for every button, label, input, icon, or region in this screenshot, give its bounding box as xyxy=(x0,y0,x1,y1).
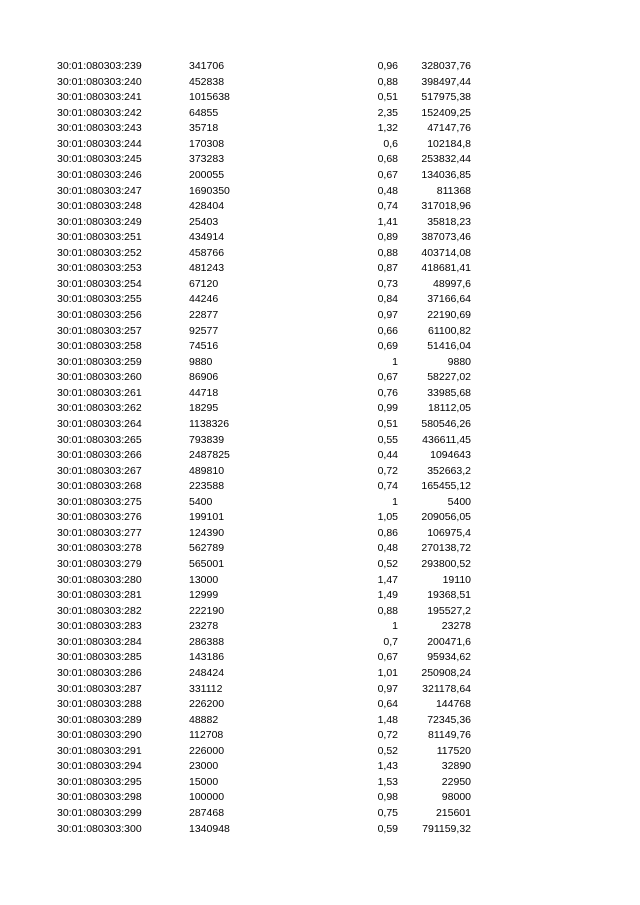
table-row xyxy=(0,199,640,215)
area-cell: 1340948 xyxy=(189,822,230,835)
coefficient-cell: 0,75 xyxy=(377,807,398,819)
cadastral-number-cell: 30:01:080303:300 xyxy=(57,822,142,835)
cadastral-number-cell: 30:01:080303:284 xyxy=(57,635,142,648)
table-row xyxy=(0,557,640,573)
coefficient-cell: 0,76 xyxy=(377,386,398,399)
area-cell: 223588 xyxy=(189,480,225,493)
area-cell: 67120 xyxy=(189,277,219,290)
value-cell: 32890 xyxy=(441,760,471,773)
value-cell: 195527,2 xyxy=(427,604,471,617)
value-cell: 19110 xyxy=(442,573,471,586)
value-cell: 321178,64 xyxy=(422,682,471,695)
value-cell: 270138,72 xyxy=(421,542,471,555)
table-row xyxy=(0,339,640,355)
cadastral-number-cell: 30:01:080303:256 xyxy=(57,309,142,321)
coefficient-cell: 0,44 xyxy=(377,449,398,462)
value-cell: 253832,44 xyxy=(421,153,471,166)
table-row xyxy=(0,635,640,651)
coefficient-cell: 0,86 xyxy=(377,526,398,539)
area-cell: 1138326 xyxy=(189,417,230,430)
value-cell: 106975,4 xyxy=(427,526,471,539)
cadastral-number-cell: 30:01:080303:242 xyxy=(57,106,142,119)
value-cell: 47147,76 xyxy=(427,122,471,135)
value-cell: 134036,85 xyxy=(421,168,471,181)
value-cell: 250908,24 xyxy=(421,666,471,679)
area-cell: 458766 xyxy=(189,246,225,259)
table-row xyxy=(0,433,640,449)
cadastral-number-cell: 30:01:080303:262 xyxy=(57,402,142,415)
table-row xyxy=(0,90,640,106)
coefficient-cell: 0,74 xyxy=(377,200,398,213)
area-cell: 92577 xyxy=(189,324,219,337)
value-cell: 200471,6 xyxy=(427,635,471,648)
table-row xyxy=(0,121,640,137)
value-cell: 517975,38 xyxy=(421,91,471,104)
coefficient-cell: 1,05 xyxy=(377,511,398,524)
table-row xyxy=(0,215,640,231)
area-cell: 64855 xyxy=(189,106,219,119)
area-cell: 562789 xyxy=(189,542,225,555)
coefficient-cell: 1,48 xyxy=(377,713,398,726)
table-row xyxy=(0,168,640,184)
cadastral-number-cell: 30:01:080303:298 xyxy=(57,791,142,804)
cadastral-number-cell: 30:01:080303:287 xyxy=(57,682,142,695)
area-cell: 565001 xyxy=(189,558,225,570)
value-cell: 165455,12 xyxy=(421,480,471,493)
coefficient-cell: 1,32 xyxy=(377,122,398,135)
cadastral-number-cell: 30:01:080303:255 xyxy=(57,293,142,306)
coefficient-cell: 2,35 xyxy=(377,106,398,119)
area-cell: 13000 xyxy=(189,573,219,586)
table-row xyxy=(0,324,640,340)
coefficient-cell: 1 xyxy=(392,495,398,508)
table-row xyxy=(0,619,640,635)
cadastral-number-cell: 30:01:080303:289 xyxy=(57,713,142,726)
table-row xyxy=(0,137,640,153)
area-cell: 100000 xyxy=(189,791,225,804)
value-cell: 102184,8 xyxy=(427,137,471,150)
area-cell: 226200 xyxy=(189,698,225,711)
cadastral-number-cell: 30:01:080303:251 xyxy=(57,231,142,244)
value-cell: 22190,69 xyxy=(427,309,471,321)
cadastral-number-cell: 30:01:080303:277 xyxy=(57,526,142,539)
coefficient-cell: 0,99 xyxy=(377,402,398,415)
coefficient-cell: 0,96 xyxy=(377,60,398,72)
cadastral-number-cell: 30:01:080303:247 xyxy=(57,184,142,197)
value-cell: 209056,05 xyxy=(421,511,471,524)
table-row xyxy=(0,713,640,729)
coefficient-cell: 0,97 xyxy=(377,682,398,695)
coefficient-cell: 0,88 xyxy=(377,75,398,88)
cadastral-number-cell: 30:01:080303:249 xyxy=(57,215,142,228)
area-cell: 200055 xyxy=(189,168,225,181)
table-row xyxy=(0,184,640,200)
value-cell: 1094643 xyxy=(430,449,471,462)
coefficient-cell: 0,55 xyxy=(377,433,398,446)
cadastral-number-cell: 30:01:080303:286 xyxy=(57,666,142,679)
cadastral-number-cell: 30:01:080303:246 xyxy=(57,168,142,181)
table-row xyxy=(0,401,640,417)
cadastral-number-cell: 30:01:080303:257 xyxy=(57,324,142,337)
table-row xyxy=(0,759,640,775)
table-row xyxy=(0,822,640,838)
coefficient-cell: 1,47 xyxy=(377,573,398,586)
coefficient-cell: 1 xyxy=(392,355,398,368)
cadastral-number-cell: 30:01:080303:239 xyxy=(57,60,142,72)
coefficient-cell: 0,72 xyxy=(377,729,398,742)
value-cell: 791159,32 xyxy=(422,822,471,835)
value-cell: 387073,46 xyxy=(421,231,471,244)
table-row xyxy=(0,417,640,433)
cadastral-number-cell: 30:01:080303:291 xyxy=(57,744,142,757)
coefficient-cell: 1,49 xyxy=(377,589,398,602)
area-cell: 124390 xyxy=(189,526,225,539)
coefficient-cell: 0,48 xyxy=(377,542,398,555)
table-row xyxy=(0,806,640,822)
coefficient-cell: 0,48 xyxy=(377,184,398,197)
coefficient-cell: 0,73 xyxy=(377,277,398,290)
coefficient-cell: 0,51 xyxy=(377,91,398,104)
value-cell: 33985,68 xyxy=(427,386,471,399)
cadastral-number-cell: 30:01:080303:288 xyxy=(57,698,142,711)
area-cell: 373283 xyxy=(189,153,225,166)
cadastral-number-cell: 30:01:080303:268 xyxy=(57,480,142,493)
coefficient-cell: 0,88 xyxy=(377,604,398,617)
value-cell: 436611,45 xyxy=(422,433,471,446)
area-cell: 793839 xyxy=(189,433,225,446)
area-cell: 170308 xyxy=(189,137,225,150)
value-cell: 811368 xyxy=(436,184,471,197)
table-row xyxy=(0,277,640,293)
area-cell: 2487825 xyxy=(189,449,230,462)
cadastral-number-cell: 30:01:080303:248 xyxy=(57,200,142,213)
coefficient-cell: 1,53 xyxy=(377,775,398,788)
cadastral-number-cell: 30:01:080303:278 xyxy=(57,542,142,555)
cadastral-number-cell: 30:01:080303:252 xyxy=(57,246,142,259)
value-cell: 61100,82 xyxy=(427,324,471,337)
cadastral-number-cell: 30:01:080303:275 xyxy=(57,495,142,508)
table-row xyxy=(0,152,640,168)
table-row xyxy=(0,728,640,744)
table-row xyxy=(0,292,640,308)
table-row xyxy=(0,775,640,791)
table-row xyxy=(0,59,640,75)
area-cell: 428404 xyxy=(189,200,225,213)
cadastral-number-cell: 30:01:080303:285 xyxy=(57,651,142,664)
area-cell: 86906 xyxy=(189,371,219,384)
area-cell: 287468 xyxy=(189,807,225,819)
table-row xyxy=(0,464,640,480)
cadastral-number-cell: 30:01:080303:245 xyxy=(57,153,142,166)
table-row xyxy=(0,650,640,666)
area-cell: 1690350 xyxy=(189,184,230,197)
coefficient-cell: 0,66 xyxy=(377,324,398,337)
area-cell: 199101 xyxy=(189,511,225,524)
cadastral-number-cell: 30:01:080303:295 xyxy=(57,775,142,788)
table-row xyxy=(0,666,640,682)
coefficient-cell: 1,43 xyxy=(377,760,398,773)
area-cell: 226000 xyxy=(189,744,225,757)
area-cell: 341706 xyxy=(189,60,225,72)
table-row xyxy=(0,355,640,371)
table-row xyxy=(0,261,640,277)
area-cell: 74516 xyxy=(189,340,219,353)
cadastral-number-cell: 30:01:080303:276 xyxy=(57,511,142,524)
table-row xyxy=(0,308,640,324)
area-cell: 434914 xyxy=(189,231,225,244)
table-row xyxy=(0,526,640,542)
cadastral-number-cell: 30:01:080303:283 xyxy=(57,620,142,633)
table-row xyxy=(0,588,640,604)
cadastral-number-cell: 30:01:080303:259 xyxy=(57,355,142,368)
value-cell: 95934,62 xyxy=(427,651,471,664)
value-cell: 98000 xyxy=(441,791,471,804)
cadastral-number-cell: 30:01:080303:261 xyxy=(57,386,142,399)
value-cell: 317018,96 xyxy=(421,200,471,213)
value-cell: 580546,26 xyxy=(421,417,471,430)
coefficient-cell: 0,74 xyxy=(377,480,398,493)
value-cell: 403714,08 xyxy=(421,246,471,259)
area-cell: 112708 xyxy=(189,729,224,742)
cadastral-number-cell: 30:01:080303:266 xyxy=(57,449,142,462)
coefficient-cell: 0,89 xyxy=(377,231,398,244)
area-cell: 48882 xyxy=(189,713,219,726)
coefficient-cell: 0,6 xyxy=(383,137,398,150)
area-cell: 12999 xyxy=(189,589,219,602)
area-cell: 331112 xyxy=(189,682,223,695)
table-row xyxy=(0,790,640,806)
cadastral-number-cell: 30:01:080303:267 xyxy=(57,464,142,477)
coefficient-cell: 0,52 xyxy=(377,744,398,757)
table-row xyxy=(0,541,640,557)
value-cell: 81149,76 xyxy=(427,729,471,742)
area-cell: 222190 xyxy=(189,604,225,617)
table-row xyxy=(0,510,640,526)
table-row xyxy=(0,106,640,122)
coefficient-cell: 0,87 xyxy=(377,262,398,275)
cadastral-number-cell: 30:01:080303:299 xyxy=(57,807,142,819)
cadastral-number-cell: 30:01:080303:260 xyxy=(57,371,142,384)
cadastral-number-cell: 30:01:080303:240 xyxy=(57,75,142,88)
area-cell: 1015638 xyxy=(189,91,230,104)
area-cell: 18295 xyxy=(189,402,219,415)
area-cell: 9880 xyxy=(189,355,213,368)
area-cell: 23278 xyxy=(189,620,219,633)
value-cell: 293800,52 xyxy=(421,558,471,570)
value-cell: 51416,04 xyxy=(427,340,471,353)
coefficient-cell: 1,41 xyxy=(377,215,398,228)
coefficient-cell: 0,72 xyxy=(377,464,398,477)
coefficient-cell: 0,98 xyxy=(377,791,398,804)
table-row xyxy=(0,75,640,91)
cadastral-number-cell: 30:01:080303:258 xyxy=(57,340,142,353)
cadastral-number-cell: 30:01:080303:241 xyxy=(57,91,142,104)
value-cell: 23278 xyxy=(441,620,471,633)
spreadsheet-table xyxy=(0,59,640,837)
coefficient-cell: 0,69 xyxy=(377,340,398,353)
coefficient-cell: 1,01 xyxy=(377,666,398,679)
table-row xyxy=(0,230,640,246)
table-row xyxy=(0,479,640,495)
value-cell: 48997,6 xyxy=(433,277,471,290)
value-cell: 22950 xyxy=(441,775,471,788)
coefficient-cell: 0,51 xyxy=(377,417,398,430)
coefficient-cell: 1 xyxy=(392,620,398,633)
area-cell: 23000 xyxy=(189,760,219,773)
table-row xyxy=(0,370,640,386)
table-row xyxy=(0,604,640,620)
cadastral-number-cell: 30:01:080303:290 xyxy=(57,729,142,742)
area-cell: 25403 xyxy=(189,215,219,228)
coefficient-cell: 0,67 xyxy=(377,371,398,384)
coefficient-cell: 0,7 xyxy=(383,635,398,648)
cadastral-number-cell: 30:01:080303:282 xyxy=(57,604,142,617)
value-cell: 328037,76 xyxy=(421,60,471,72)
area-cell: 489810 xyxy=(189,464,225,477)
cadastral-number-cell: 30:01:080303:294 xyxy=(57,760,142,773)
area-cell: 5400 xyxy=(189,495,213,508)
area-cell: 22877 xyxy=(189,309,219,321)
area-cell: 481243 xyxy=(189,262,225,275)
value-cell: 58227,02 xyxy=(427,371,471,384)
value-cell: 215601 xyxy=(435,807,471,819)
cadastral-number-cell: 30:01:080303:253 xyxy=(57,262,142,275)
value-cell: 352663,2 xyxy=(427,464,471,477)
coefficient-cell: 0,68 xyxy=(377,153,398,166)
cadastral-number-cell: 30:01:080303:244 xyxy=(57,137,142,150)
cadastral-number-cell: 30:01:080303:281 xyxy=(57,589,142,602)
value-cell: 9880 xyxy=(447,355,471,368)
cadastral-number-cell: 30:01:080303:280 xyxy=(57,573,142,586)
coefficient-cell: 0,67 xyxy=(377,168,398,181)
table-row xyxy=(0,495,640,511)
value-cell: 152409,25 xyxy=(421,106,471,119)
cadastral-number-cell: 30:01:080303:264 xyxy=(57,417,142,430)
cadastral-number-cell: 30:01:080303:279 xyxy=(57,558,142,570)
area-cell: 452838 xyxy=(189,75,225,88)
value-cell: 19368,51 xyxy=(427,589,471,602)
coefficient-cell: 0,97 xyxy=(377,309,398,321)
value-cell: 37166,64 xyxy=(427,293,471,306)
area-cell: 35718 xyxy=(189,122,219,135)
value-cell: 117520 xyxy=(436,744,471,757)
coefficient-cell: 0,84 xyxy=(377,293,398,306)
area-cell: 44246 xyxy=(189,293,219,306)
cadastral-number-cell: 30:01:080303:243 xyxy=(57,122,142,135)
coefficient-cell: 0,88 xyxy=(377,246,398,259)
area-cell: 143186 xyxy=(189,651,225,664)
value-cell: 35818,23 xyxy=(427,215,471,228)
table-row xyxy=(0,573,640,589)
coefficient-cell: 0,67 xyxy=(377,651,398,664)
table-row xyxy=(0,682,640,698)
area-cell: 286388 xyxy=(189,635,225,648)
value-cell: 398497,44 xyxy=(421,75,471,88)
area-cell: 44718 xyxy=(189,386,219,399)
value-cell: 144768 xyxy=(435,698,471,711)
value-cell: 72345,36 xyxy=(427,713,471,726)
area-cell: 15000 xyxy=(189,775,219,788)
coefficient-cell: 0,64 xyxy=(377,698,398,711)
coefficient-cell: 0,59 xyxy=(377,822,398,835)
value-cell: 5400 xyxy=(447,495,471,508)
coefficient-cell: 0,52 xyxy=(377,558,398,570)
table-row xyxy=(0,697,640,713)
value-cell: 418681,41 xyxy=(421,262,471,275)
value-cell: 18112,05 xyxy=(427,402,471,415)
table-row xyxy=(0,386,640,402)
cadastral-number-cell: 30:01:080303:254 xyxy=(57,277,142,290)
cadastral-number-cell: 30:01:080303:265 xyxy=(57,433,142,446)
area-cell: 248424 xyxy=(189,666,225,679)
table-row xyxy=(0,448,640,464)
table-row xyxy=(0,246,640,262)
table-row xyxy=(0,744,640,760)
